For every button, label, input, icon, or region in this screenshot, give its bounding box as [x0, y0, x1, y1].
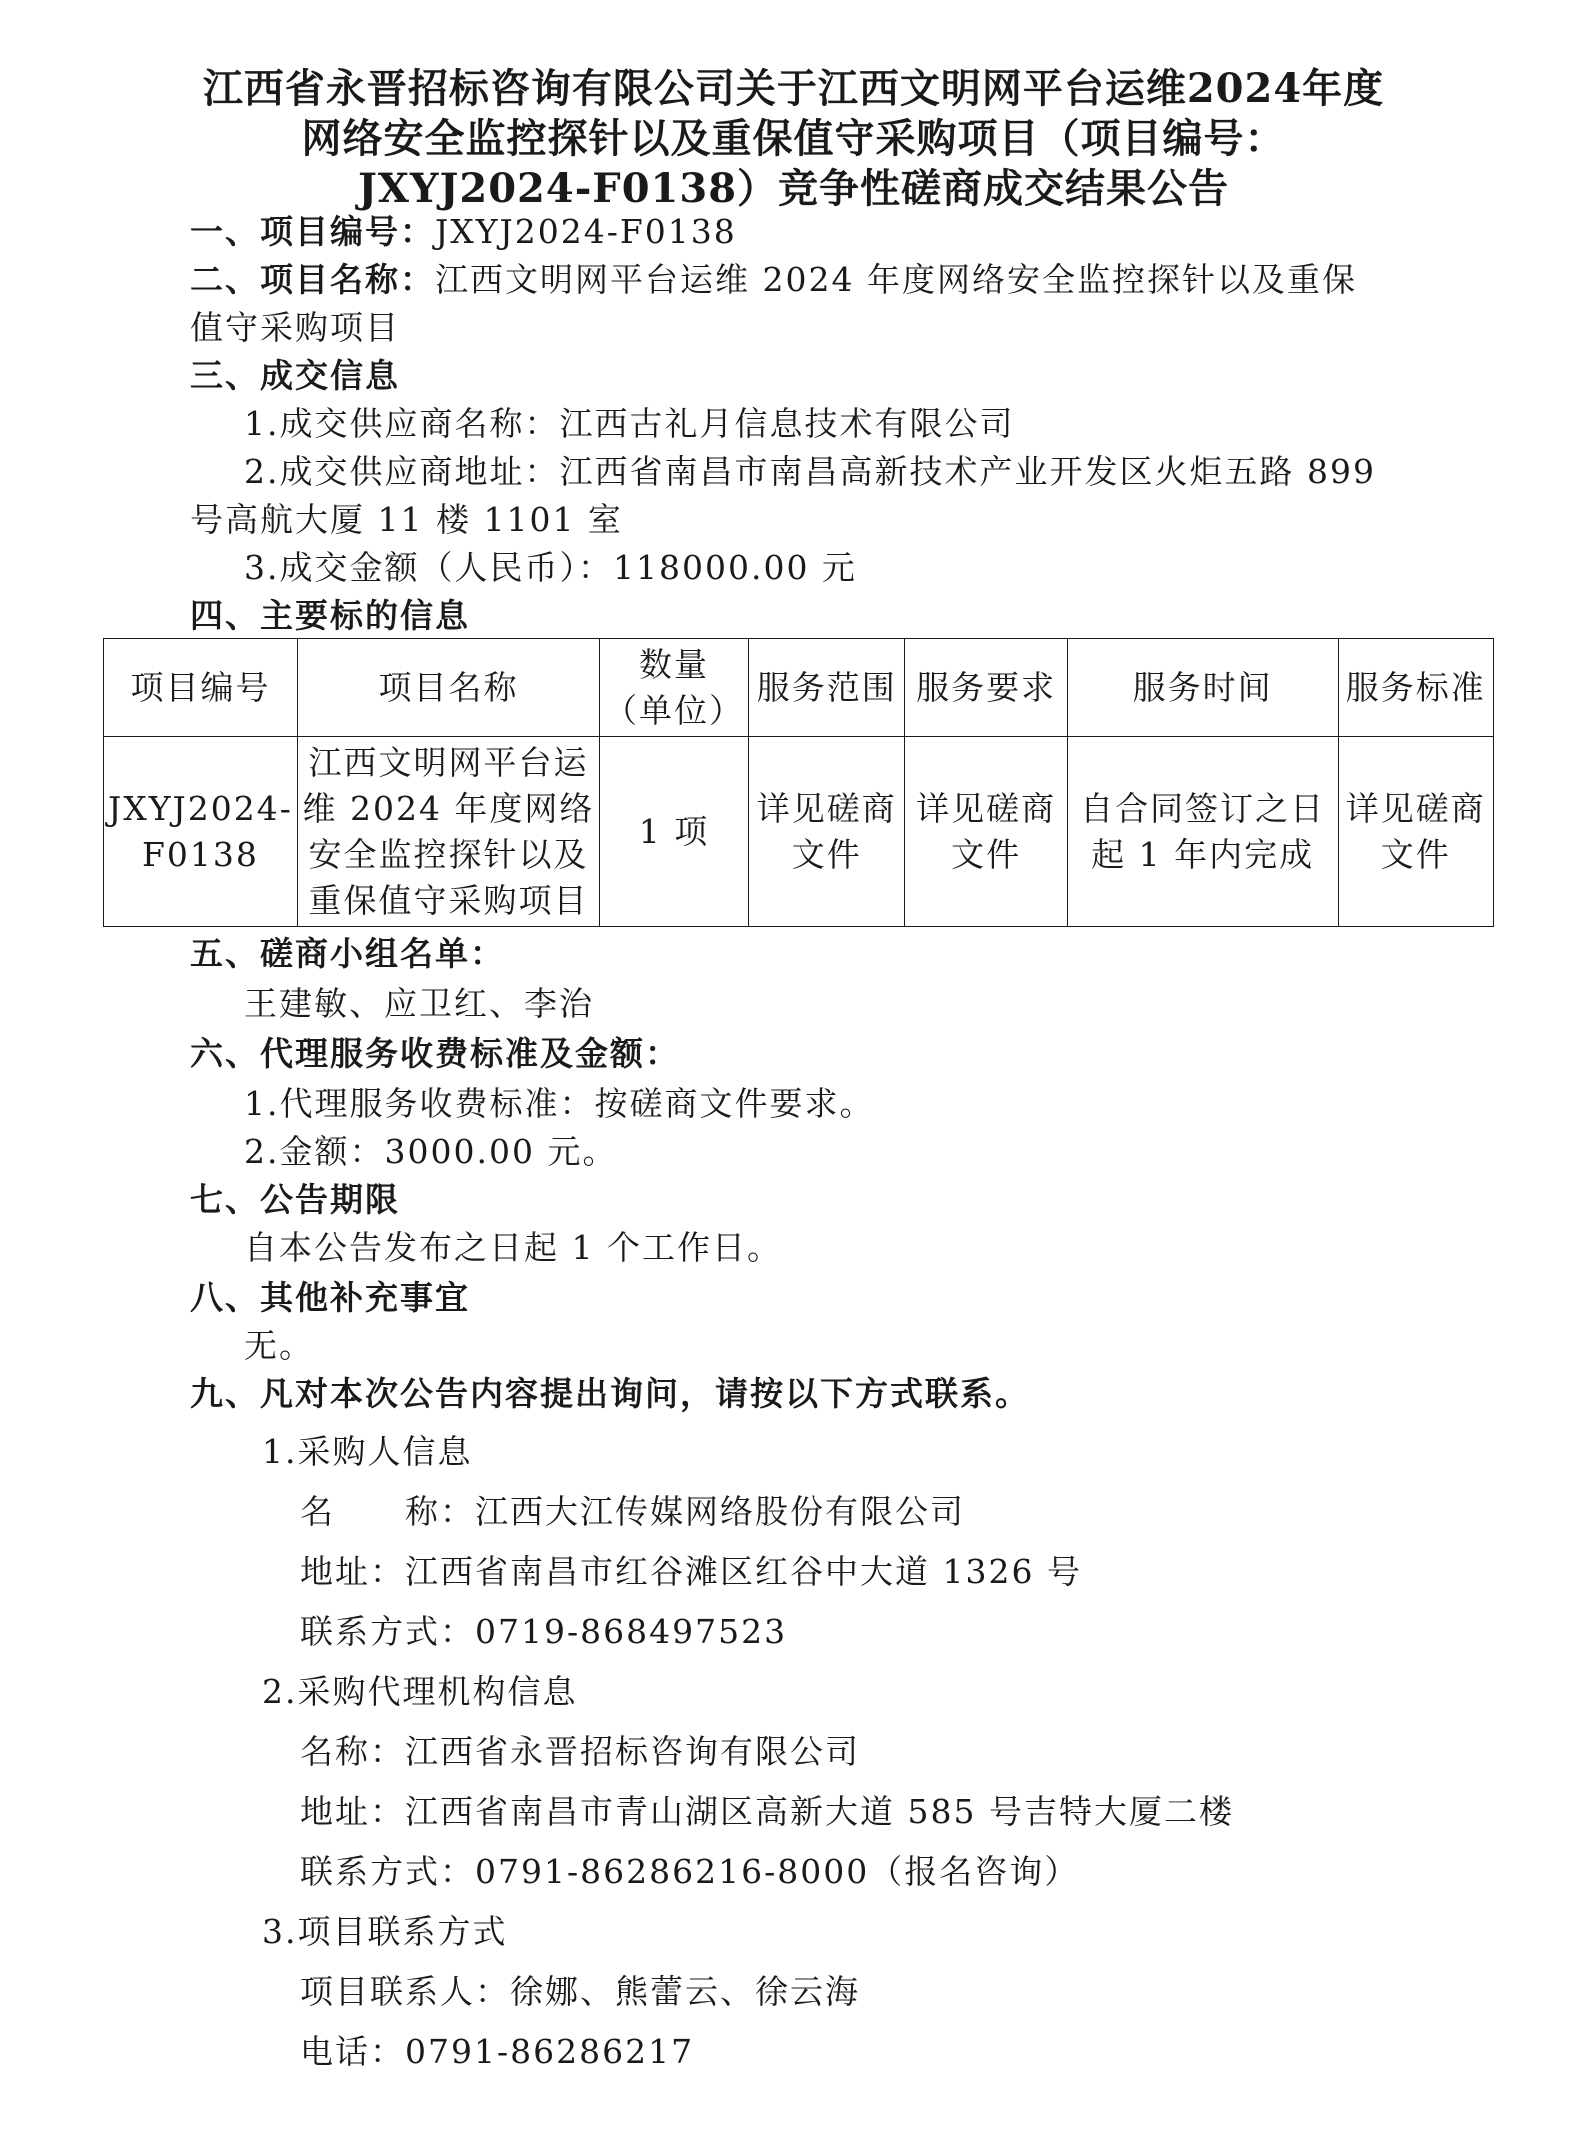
table-row	[104, 737, 1494, 927]
supplier-address: 2.成交供应商地址：江西省南昌市南昌高新技术产业开发区火炬五路 899	[244, 452, 1376, 491]
fee-standard: 1.代理服务收费标准：按磋商文件要求。	[244, 1084, 875, 1123]
agency-contact: 联系方式：0791-86286216-8000（报名咨询）	[300, 1852, 1080, 1891]
agency-name: 名称：江西省永晋招标咨询有限公司	[300, 1732, 860, 1771]
announcement-period: 自本公告发布之日起 1 个工作日。	[244, 1228, 782, 1267]
section-heading-subject-info: 四、主要标的信息	[190, 596, 470, 635]
purchaser-name: 名 称：江西大江传媒网络股份有限公司	[300, 1492, 965, 1531]
agency-heading: 2.采购代理机构信息	[262, 1672, 578, 1711]
project-number-value: JXYJ2024-F0138	[435, 212, 737, 251]
cell-service-standard: 详见磋商 文件	[1338, 737, 1493, 927]
other-matters: 无。	[244, 1326, 314, 1365]
header-project-number: 项目编号	[104, 639, 298, 737]
section-heading-contact: 九、凡对本次公告内容提出询问，请按以下方式联系。	[190, 1374, 1030, 1413]
agency-address: 地址：江西省南昌市青山湖区高新大道 585 号吉特大厦二楼	[300, 1792, 1234, 1831]
cell-project-number: JXYJ2024- F0138	[104, 737, 298, 927]
header-service-requirement: 服务要求	[905, 639, 1067, 737]
cell-project-name: 江西文明网平台运 维 2024 年度网络 安全监控探针以及 重保值守采购项目	[297, 737, 599, 927]
header-service-time: 服务时间	[1067, 639, 1338, 737]
purchaser-heading: 1.采购人信息	[262, 1432, 473, 1471]
header-service-standard: 服务标准	[1338, 639, 1493, 737]
title-line-1: 江西省永晋招标咨询有限公司关于江西文明网平台运维2024年度	[202, 65, 1385, 112]
section-heading-period: 七、公告期限	[190, 1180, 400, 1219]
header-service-scope: 服务范围	[749, 639, 905, 737]
project-contact-phone: 电话：0791-86286217	[300, 2032, 695, 2071]
purchaser-address: 地址：江西省南昌市红谷滩区红谷中大道 1326 号	[300, 1552, 1082, 1591]
supplier-name: 1.成交供应商名称：江西古礼月信息技术有限公司	[244, 404, 1015, 443]
fee-amount: 2.金额：3000.00 元。	[244, 1132, 618, 1171]
supplier-address-cont: 号高航大厦 11 楼 1101 室	[190, 500, 623, 539]
header-project-name: 项目名称	[297, 639, 599, 737]
cell-service-time: 自合同签订之日 起 1 年内完成	[1067, 737, 1338, 927]
section-project-number	[190, 210, 737, 254]
project-name-value-cont: 值守采购项目	[190, 308, 400, 347]
purchaser-contact: 联系方式：0719-868497523	[300, 1612, 788, 1651]
section-heading-panel: 五、磋商小组名单：	[190, 934, 505, 973]
section-heading: 一、项目编号：	[190, 212, 435, 251]
section-heading-deal-info: 三、成交信息	[190, 356, 400, 395]
project-name-value: 江西文明网平台运维 2024 年度网络安全监控探针以及重保	[435, 260, 1357, 299]
deal-amount: 3.成交金额（人民币）：118000.00 元	[244, 548, 857, 587]
header-quantity: 数量 （单位）	[600, 639, 749, 737]
title-line-2: 网络安全监控探针以及重保值守采购项目（项目编号：	[301, 115, 1286, 162]
table-header-row	[104, 639, 1494, 737]
section-project-name	[190, 258, 1357, 302]
title-line-3: JXYJ2024-F0138）竞争性磋商成交结果公告	[357, 165, 1230, 212]
project-contact-people: 项目联系人：徐娜、熊蕾云、徐云海	[300, 1972, 860, 2011]
cell-quantity: 1 项	[600, 737, 749, 927]
cell-service-scope: 详见磋商 文件	[749, 737, 905, 927]
section-heading-fee: 六、代理服务收费标准及金额：	[190, 1034, 680, 1073]
project-contact-heading: 3.项目联系方式	[262, 1912, 508, 1951]
section-heading-other: 八、其他补充事宜	[190, 1278, 470, 1317]
panel-members: 王建敏、应卫红、李治	[244, 984, 594, 1023]
subject-info-table	[103, 638, 1494, 927]
cell-service-requirement: 详见磋商 文件	[905, 737, 1067, 927]
section-heading: 二、项目名称：	[190, 260, 435, 299]
